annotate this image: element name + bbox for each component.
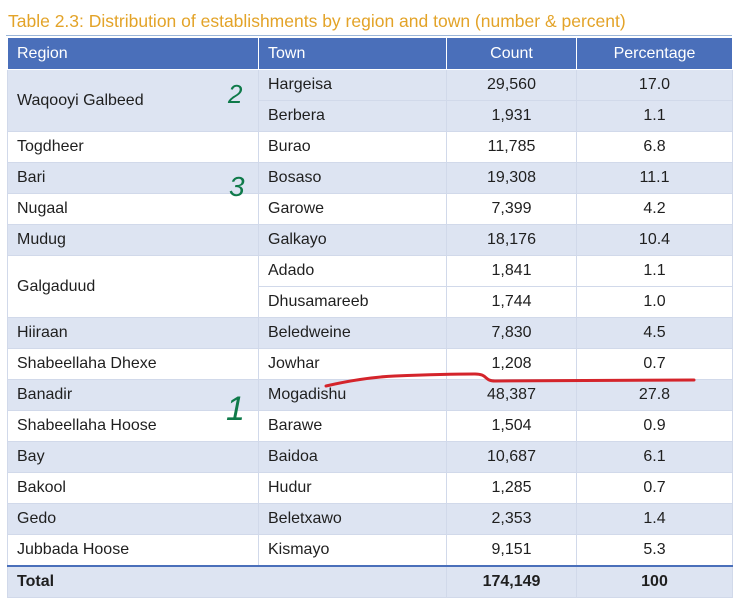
region-cell: Togdheer (8, 132, 259, 163)
percentage-cell: 4.2 (577, 194, 733, 225)
region-cell: Galgaduud (8, 256, 259, 318)
percentage-cell: 0.7 (577, 349, 733, 380)
town-cell: Hargeisa (259, 70, 447, 101)
town-cell: Berbera (259, 101, 447, 132)
total-count: 174,149 (447, 566, 577, 598)
town-cell: Galkayo (259, 225, 447, 256)
percentage-cell: 1.1 (577, 256, 733, 287)
region-cell: Bari (8, 163, 259, 194)
column-header-region: Region (8, 38, 259, 70)
total-row (8, 566, 733, 598)
region-cell: Mudug (8, 225, 259, 256)
percentage-cell: 0.9 (577, 411, 733, 442)
total-percentage: 100 (577, 566, 733, 598)
percentage-cell: 10.4 (577, 225, 733, 256)
table-row (8, 504, 733, 535)
town-cell: Beletxawo (259, 504, 447, 535)
column-header-town: Town (259, 38, 447, 70)
table-row (8, 349, 733, 380)
count-cell: 48,387 (447, 380, 577, 411)
percentage-cell: 6.8 (577, 132, 733, 163)
town-cell: Mogadishu (259, 380, 447, 411)
town-cell: Garowe (259, 194, 447, 225)
count-cell: 9,151 (447, 535, 577, 566)
percentage-cell: 27.8 (577, 380, 733, 411)
region-cell: Bay (8, 442, 259, 473)
region-cell: Banadir (8, 380, 259, 411)
title-divider (6, 35, 732, 36)
town-cell: Dhusamareeb (259, 287, 447, 318)
percentage-cell: 1.1 (577, 101, 733, 132)
region-cell: Gedo (8, 504, 259, 535)
table-row (8, 411, 733, 442)
count-cell: 7,399 (447, 194, 577, 225)
count-cell: 1,285 (447, 473, 577, 504)
percentage-cell: 0.7 (577, 473, 733, 504)
table-row (8, 318, 733, 349)
percentage-cell: 17.0 (577, 70, 733, 101)
table-title: Table 2.3: Distribution of establishments by region and town (number & percent) (8, 11, 626, 31)
count-cell: 1,208 (447, 349, 577, 380)
town-cell: Bosaso (259, 163, 447, 194)
table-row (8, 442, 733, 473)
town-cell: Hudur (259, 473, 447, 504)
region-cell: Bakool (8, 473, 259, 504)
count-cell: 11,785 (447, 132, 577, 163)
column-header-percentage: Percentage (577, 38, 733, 70)
percentage-cell: 1.4 (577, 504, 733, 535)
table-row (8, 194, 733, 225)
handwritten-mark-1: 1 (226, 390, 245, 428)
percentage-cell: 11.1 (577, 163, 733, 194)
count-cell: 7,830 (447, 318, 577, 349)
region-cell: Jubbada Hoose (8, 535, 259, 566)
table-row (8, 132, 733, 163)
count-cell: 18,176 (447, 225, 577, 256)
town-cell: Beledweine (259, 318, 447, 349)
region-cell: Hiiraan (8, 318, 259, 349)
table-row (8, 256, 733, 287)
total-label: Total (8, 566, 447, 598)
table-row (8, 163, 733, 194)
percentage-cell: 1.0 (577, 287, 733, 318)
percentage-cell: 5.3 (577, 535, 733, 566)
region-cell: Waqooyi Galbeed (8, 70, 259, 132)
percentage-cell: 4.5 (577, 318, 733, 349)
town-cell: Adado (259, 256, 447, 287)
table-row (8, 225, 733, 256)
town-cell: Barawe (259, 411, 447, 442)
count-cell: 1,744 (447, 287, 577, 318)
region-cell: Shabeellaha Dhexe (8, 349, 259, 380)
count-cell: 10,687 (447, 442, 577, 473)
town-cell: Kismayo (259, 535, 447, 566)
count-cell: 1,841 (447, 256, 577, 287)
region-cell: Shabeellaha Hoose (8, 411, 259, 442)
count-cell: 1,504 (447, 411, 577, 442)
table-row (8, 70, 733, 101)
town-cell: Jowhar (259, 349, 447, 380)
establishments-table (7, 37, 733, 598)
table-row (8, 535, 733, 566)
table-row (8, 380, 733, 411)
handwritten-mark-2: 2 (228, 79, 243, 109)
region-cell: Nugaal (8, 194, 259, 225)
percentage-cell: 6.1 (577, 442, 733, 473)
count-cell: 1,931 (447, 101, 577, 132)
count-cell: 29,560 (447, 70, 577, 101)
town-cell: Burao (259, 132, 447, 163)
handwritten-mark-3: 3 (229, 171, 245, 202)
count-cell: 2,353 (447, 504, 577, 535)
table-header-row (8, 38, 733, 70)
table-row (8, 473, 733, 504)
town-cell: Baidoa (259, 442, 447, 473)
column-header-count: Count (447, 38, 577, 70)
count-cell: 19,308 (447, 163, 577, 194)
